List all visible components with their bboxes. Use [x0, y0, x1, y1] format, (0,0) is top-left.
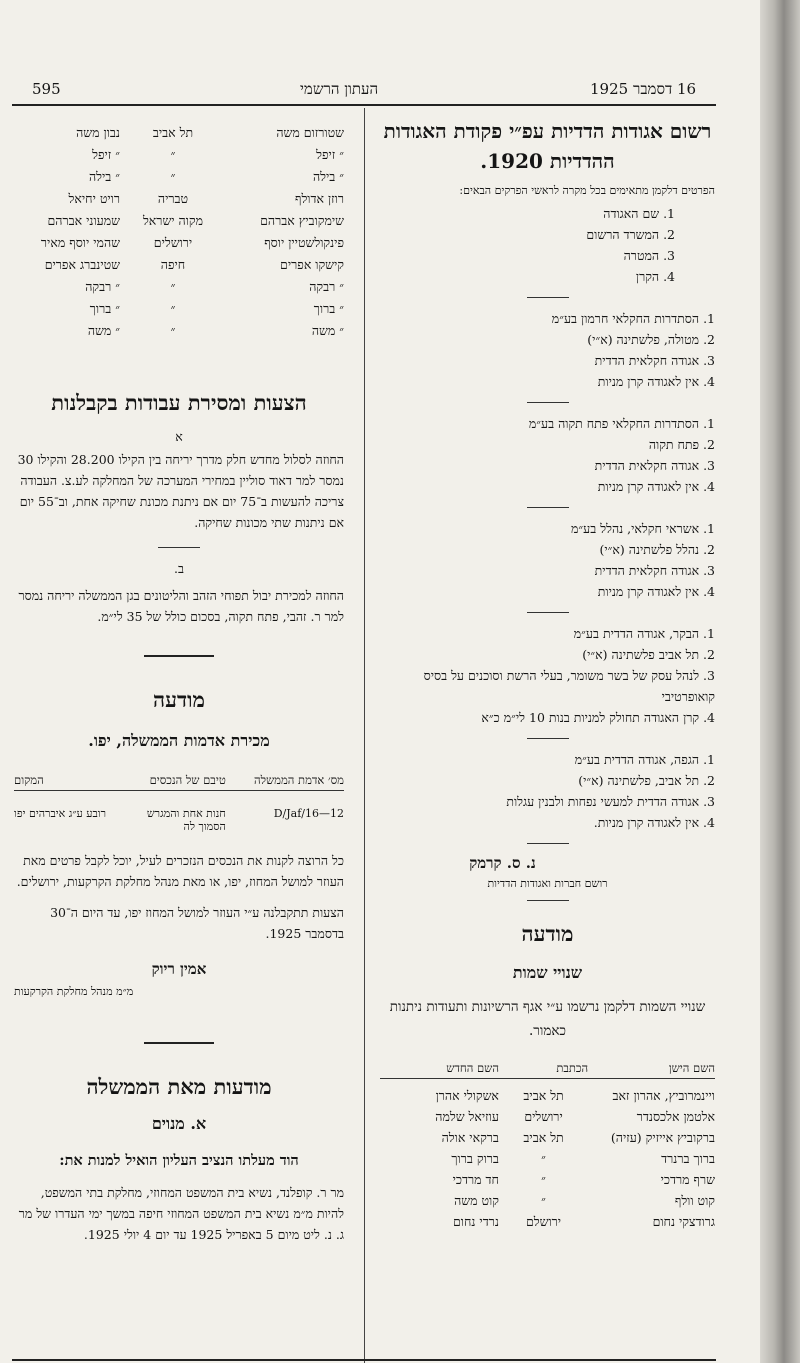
headings-list	[380, 203, 675, 287]
divider	[527, 900, 569, 901]
table-cell: תל אביב	[152, 125, 194, 140]
col-header: השם הישן	[668, 1061, 715, 1075]
entry-line: 3. אגודה חקלאית הדדית	[594, 563, 715, 578]
table-cell: חד מרדכי	[452, 1172, 499, 1187]
divider	[527, 843, 569, 844]
notice-title: מודעה	[153, 687, 205, 712]
table-cell: ״ רבקה	[85, 279, 120, 294]
table-cell: נבון משה	[76, 125, 120, 140]
header-rule	[12, 104, 716, 106]
col-header: מס׳ אדמת הממשלה	[254, 773, 344, 787]
table-cell: אלטמן אלכסנדר	[636, 1109, 715, 1124]
table-row	[380, 1211, 715, 1232]
names-notice-subtitle: שנויי שמות	[512, 963, 583, 982]
table-cell: עוזיאל שלמה	[435, 1109, 499, 1124]
entry-line: 3. אגודה הדדית למעשי נפחות ולבנין עגלות	[506, 794, 715, 809]
registration-entry	[380, 308, 715, 392]
divider	[527, 612, 569, 613]
table-cell: שמעוני אברהם	[47, 213, 120, 228]
registration-entry	[380, 749, 715, 833]
col-header: טיבם של הנכסים	[149, 773, 226, 787]
cell: D/Jaf/16—12	[273, 807, 344, 820]
cell: חנות אחת והמגרש הסמוך לה	[146, 807, 226, 833]
signature-title: מ״מ מנהל מחלקת הקרקעות	[14, 985, 134, 998]
registration-entry	[380, 413, 715, 497]
table-row	[380, 1148, 715, 1169]
government-lead: הוד מעלתו הנציב העליון הואיל למנות את:	[59, 1152, 299, 1169]
table-row	[14, 188, 344, 210]
table-row	[14, 298, 344, 320]
notice-para-2: הצעות תתקבלנה ע״י העוזר למושל המחוז יפו, עד היום ה־30 בדסמבר 1925.	[50, 905, 344, 941]
table-cell: נרדי נחום	[453, 1214, 499, 1229]
bottom-rule	[12, 1359, 716, 1361]
table-cell: ירושלם	[525, 1214, 562, 1229]
column-divider	[364, 108, 365, 1363]
section-b-text: החוזה למכירת יבול תפוחי הזהב והליטונים בגן הממשלה יריחה נמסר למר ר. זהבי, פתח תקוה, בסכום כולל של 35 לי״מ.	[18, 588, 344, 624]
table-cell: ״ בילה	[88, 169, 120, 184]
registration-entry	[380, 518, 715, 602]
table-row	[14, 166, 344, 188]
col-header: הכתבת	[556, 1061, 589, 1075]
table-cell: ״	[541, 1172, 546, 1187]
right-column	[380, 112, 715, 1232]
table-cell: ירושלים	[524, 1109, 563, 1124]
notice-table-row	[14, 807, 344, 836]
table-cell: ״ בילה	[312, 169, 344, 184]
col-header: המקום	[14, 773, 44, 787]
table-cell: רוזן אדולף	[294, 191, 344, 206]
registration-entry	[380, 623, 715, 728]
table-cell: ״ משה	[311, 323, 344, 338]
entry-line: 4. קרן האגודה תחולק למניות בנות 10 לי״מ כ״א	[481, 710, 715, 725]
entry-line: 2. תל אביב פלשתינה (א״י)	[582, 647, 715, 662]
issue-date: 16 דסמבר 1925	[590, 80, 697, 98]
table-cell: חיפה	[160, 257, 186, 272]
table-cell: שהמי יוסף מאיר	[40, 235, 120, 250]
table-cell: מקוה ישראל	[142, 213, 204, 228]
heading-item: 3. המטרה	[623, 248, 675, 263]
table-cell: ״ זיפל	[316, 147, 344, 162]
government-text: מר ר. קופלנד, נשיא בית המשפט המחוזי, מחלקת בתי המשפט, להיות מ״מ נשיא בית המשפט המחוזי חיפה במשך ימי העדרו של מר ג. נ. ליט מיום 5 באפריל 1925 עד יום 4 יולי 1925.	[18, 1185, 344, 1242]
names-table-header	[380, 1061, 715, 1079]
section-b-letter: ב.	[174, 561, 184, 576]
newspaper-title: העתון הרשמי	[300, 80, 379, 98]
table-row	[380, 1085, 715, 1106]
table-cell: ויינמרוביץ, אהרון זאב	[612, 1088, 715, 1103]
entry-line: 1. הסתדרות החקלאי פתח תקוה בע״מ	[528, 416, 715, 431]
signature: אמין ריוק	[151, 960, 207, 978]
entry-line: 4. אין לאגודה קרן מניות	[597, 584, 715, 599]
table-row	[14, 232, 344, 254]
divider	[144, 655, 214, 657]
table-cell: פינקולשטיין יוסף	[264, 235, 344, 250]
entry-line: 4. אין לאגודה קרן מניות	[597, 479, 715, 494]
table-row	[380, 1190, 715, 1211]
heading-item: 1. שם האגודה	[603, 206, 675, 221]
table-cell: ירושלים	[153, 235, 193, 250]
table-row	[14, 210, 344, 232]
table-cell: תל אביב	[523, 1130, 564, 1145]
table-row	[14, 144, 344, 166]
table-cell: ״ זיפל	[92, 147, 120, 162]
section-a-text: החוזה לסלול מחדש חלק מדרך יריחה בין הקילו 28.200 והקילו 30 נמסר למר דאוד סוליין במחירי המערכה של המחלקה לע.צ. העבודה צריכה להעשות ב־75 יום אם ניתנת מכונת שחיקה אחת, וב־55 יום אם ניתנות שתי מכונות שחיקה.	[17, 452, 344, 530]
page-edge-shadow	[760, 0, 800, 1363]
left-column	[14, 112, 344, 1245]
table-cell: שרף מרדכי	[660, 1172, 715, 1187]
table-cell: ״	[541, 1151, 546, 1166]
names-change-table	[380, 1085, 715, 1232]
table-cell: תל אביב	[523, 1088, 564, 1103]
entry-line: 1. אשראי חקלאי, נהלל בע״מ	[571, 521, 715, 536]
signature: נ. ס. קרמק	[469, 854, 536, 872]
entry-line: 1. הבקר, אגודה הדדית בע״מ	[573, 626, 715, 641]
entry-line: 3. אגודה חקלאית הדדית	[594, 353, 715, 368]
table-cell: קישקו אפרים	[280, 257, 344, 272]
entry-line: 2. נהלל פלשתינה (א״י)	[599, 542, 715, 557]
table-cell: שטינברג אפרים	[44, 257, 120, 272]
entry-line: 2. מטולה, פלשתינה (א״י)	[587, 332, 715, 347]
table-cell: ברקאי אולה	[441, 1130, 499, 1145]
table-row	[380, 1127, 715, 1148]
table-cell: ״	[170, 279, 176, 294]
entries-list	[380, 308, 715, 844]
heading-item: 2. המשרד הרשום	[586, 227, 675, 242]
table-cell: ״	[170, 301, 176, 316]
divider	[527, 297, 569, 298]
table-cell: ״	[541, 1193, 546, 1208]
names-notice-title: מודעה	[521, 921, 574, 946]
table-cell: גרודצקי נחום	[652, 1214, 715, 1229]
government-subtitle: א. מנוים	[151, 1114, 207, 1133]
entry-line: 4. אין לאגודה קרן מניות.	[593, 815, 715, 830]
col-header: השם החדש	[446, 1061, 499, 1075]
entry-line: 3. לנהל עסק של בשר משומר, בעלי הרשת וסוכנים על בסיס קואופרטיבי	[423, 668, 715, 704]
table-cell: ״ ברוך	[313, 301, 344, 316]
table-cell: ברקוביץ אייזיק (עזיה)	[610, 1130, 715, 1145]
divider	[527, 507, 569, 508]
table-row	[14, 276, 344, 298]
table-cell: אשקולי אהרן	[435, 1088, 499, 1103]
divider	[144, 1042, 214, 1044]
table-cell: ״ ברוך	[89, 301, 120, 316]
registration-title: רשום אגודות הדדיות עפ״י פקודת האגודות ההדדיות 1920.	[383, 119, 712, 173]
entry-line: 1. הסתדרות החקלאי חרמון בע״מ	[551, 311, 715, 326]
table-row	[380, 1169, 715, 1190]
entry-line: 2. פתח תקוה	[648, 437, 715, 452]
table-row	[14, 122, 344, 144]
names-notice-text: שנויי השמות דלקמן נרשמו ע״י אגף הרשיונות ותעודות ניתנות כאמור.	[389, 999, 706, 1039]
table-cell: ״ רבקה	[309, 279, 344, 294]
entry-line: 1. הגפה, אגודה הדדית בע״מ	[574, 752, 715, 767]
notice-subtitle: מכירת אדמות הממשלה, יפו.	[88, 731, 270, 750]
entry-line: 2. תל אביב, פלשתינה (א״י)	[578, 773, 715, 788]
entry-line: 4. אין לאגודה קרן מניות	[597, 374, 715, 389]
table-cell: ברוך ברנרד	[661, 1151, 715, 1166]
table-cell: שטורזום משה	[276, 125, 344, 140]
notice-para-1: כל הרוצה לקנות את הנכסים הנזכרים לעיל, יוכל לקבל פרטים מאת העוזר למושל המחוז, יפו, או מאת מנהל מחלקת הקרקעות, ירושלים.	[16, 853, 344, 889]
table-cell: קוט משה	[454, 1193, 499, 1208]
divider	[527, 402, 569, 403]
table-cell: ברוק ברוך	[451, 1151, 499, 1166]
heading-item: 4. הקרן	[635, 269, 675, 284]
signature-title: רושם חברות ואגודות הדדיות	[487, 877, 608, 890]
government-title: מודעות מאת הממשלה	[86, 1074, 272, 1099]
registration-intro: הפרטים דלקמן מתאימים בכל מקרה לראשי הפרקים הבאים:	[459, 184, 715, 197]
table-cell: ״	[170, 169, 176, 184]
table-cell: שימקוביץ אברהם	[260, 213, 344, 228]
cell: רובע ע״ג איברהים יפו	[14, 807, 107, 820]
table-cell: רויט יחיאל	[68, 191, 120, 206]
table-cell: ״	[170, 147, 176, 162]
tenders-title: הצעות ומסירת עבודות בקבלנות	[51, 390, 307, 415]
names-table	[14, 122, 344, 342]
page-number: 595	[32, 80, 61, 98]
table-cell: ״ משה	[87, 323, 120, 338]
table-row	[380, 1106, 715, 1127]
table-row	[14, 320, 344, 342]
table-cell: ״	[170, 323, 176, 338]
table-row	[14, 254, 344, 276]
entry-line: 3. אגודה חקלאית הדדית	[594, 458, 715, 473]
divider	[158, 547, 200, 548]
section-a-letter: א	[175, 429, 183, 444]
divider	[527, 738, 569, 739]
table-cell: טבריה	[157, 191, 189, 206]
notice-table-header	[14, 773, 344, 791]
table-cell: קוט וולף	[674, 1193, 715, 1208]
